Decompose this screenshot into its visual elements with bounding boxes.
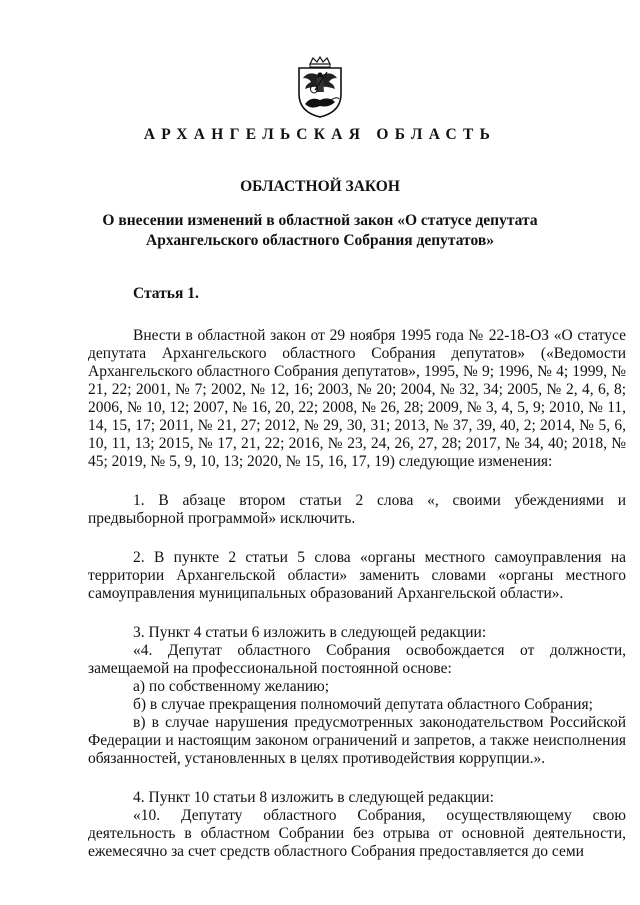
paragraph: а) по собственному желанию; [133, 678, 330, 695]
paragraph: 2. В пункте 2 статьи 5 слова «органы местного самоуправления на территории Архангельской области» заменить словами «органы местного самоуправления муниципальных образований Архангельской области». [88, 549, 626, 602]
paragraph: 4. Пункт 10 статьи 8 изложить в следующей редакции: [133, 789, 494, 806]
law-body [88, 285, 626, 861]
region-name: АРХАНГЕЛЬСКАЯ ОБЛАСТЬ [143, 126, 497, 143]
archangel-coat-of-arms-icon [291, 56, 349, 118]
paragraph: в) в случае нарушения предусмотренных законодательством Российской Федерации и настоящим законом ограничений и запретов, а также неисполнения обязанностей, установленных в целях противодействия коррупции.». [88, 714, 626, 767]
article-heading: Статья 1. [133, 285, 199, 302]
paragraph: Внести в областной закон от 29 ноября 1995 года № 22-18-ОЗ «О статусе депутата Архангельского областного Собрания депутатов» («Ведомости Архангельского областного Собрания депутатов», 1995, № 9; 1996, № 4; 1999, № 21, 22; 2001, № 7; 2002, № 12, 16; 2003, № 20; 2004, № 32, 34; 2005, № 2, 4, 6, 8; 2006, № 10, 12; 2007, № 16, 20, 22; 2008, № 26, 28; 2009, № 3, 4, 5, 9; 2010, № 11, 14, 15, 17; 2011, № 21, 27; 2012, № 29, 30, 31; 2013, № 37, 39, 40, 2; 2014, № 5, 6, 10, 11, 13; 2015, № 17, 21, 22; 2016, № 23, 24, 26, 27, 28; 2017, № 34, 40; 2018, № 45; 2019, № 5, 9, 10, 13; 2020, № 15, 16, 17, 19) следующие изменения: [88, 327, 626, 470]
paragraph: «4. Депутат областного Собрания освобождается от должности, замещаемой на профессиональной постоянной основе: [88, 642, 626, 677]
law-type: ОБЛАСТНОЙ ЗАКОН [240, 178, 400, 195]
law-title-line: О внесении изменений в областной закон «О статусе депутата [102, 212, 538, 229]
law-title [0, 211, 640, 251]
paragraph: 3. Пункт 4 статьи 6 изложить в следующей редакции: [133, 624, 487, 641]
paragraph: «10. Депутату областного Собрания, осуществляющему свою деятельность в областном Собрании без отрыва от основной деятельности, ежемесячно за счет средств областного Собрания предоставляется до семи [88, 807, 626, 860]
law-title-line: Архангельского областного Собрания депутатов» [146, 232, 494, 249]
paragraph: б) в случае прекращения полномочий депутата областного Собрания; [133, 696, 593, 713]
paragraph: 1. В абзаце втором статьи 2 слова «, своими убеждениями и предвыборной программой» исключить. [88, 492, 626, 527]
